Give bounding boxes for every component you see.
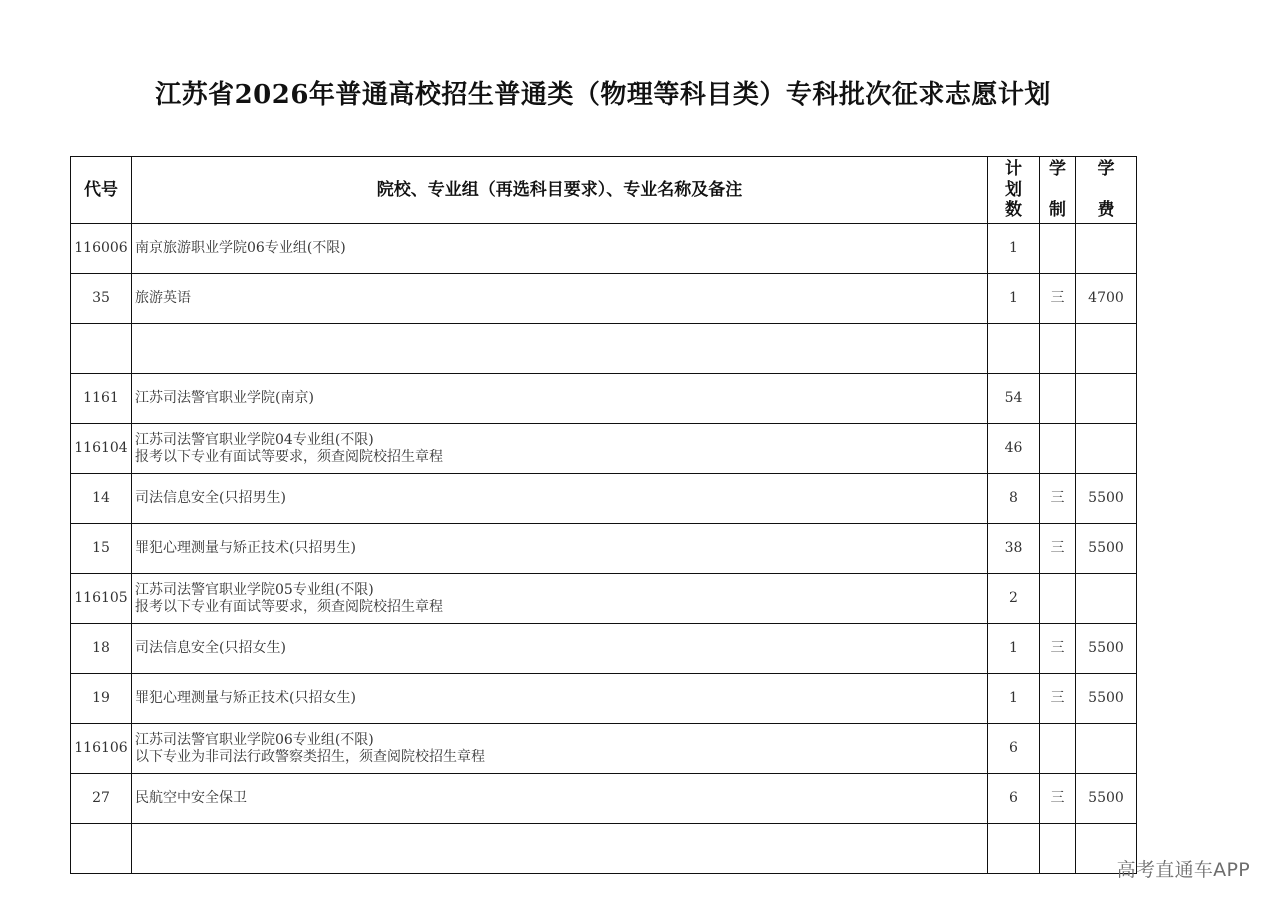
- cell-code: 116105: [71, 574, 132, 624]
- table-row: [71, 624, 1137, 674]
- cell-fee: [1076, 574, 1137, 624]
- header-years: [1040, 157, 1076, 224]
- watermark-text: 高考直通车APP: [1116, 859, 1250, 881]
- cell-plan: 1: [988, 624, 1040, 674]
- cell-name: [132, 824, 988, 874]
- cell-name: [132, 724, 988, 774]
- table-body: [71, 224, 1137, 874]
- cell-code: 19: [71, 674, 132, 724]
- cell-name-text: 罪犯心理测量与矫正技术(只招男生): [135, 540, 356, 556]
- cell-years: 三: [1040, 274, 1076, 324]
- cell-years: [1040, 574, 1076, 624]
- cell-fee: 5500: [1076, 774, 1137, 824]
- cell-plan: 1: [988, 274, 1040, 324]
- cell-code: 116104: [71, 424, 132, 474]
- cell-name: [132, 574, 988, 624]
- header-fee: [1076, 157, 1137, 224]
- cell-name-text: 江苏司法警官职业学院06专业组(不限): [135, 731, 374, 748]
- table-row: [71, 774, 1137, 824]
- cell-years: [1040, 324, 1076, 374]
- cell-code: 116106: [71, 724, 132, 774]
- table-row: [71, 474, 1137, 524]
- cell-years: [1040, 374, 1076, 424]
- table-row: [71, 274, 1137, 324]
- cell-note-text: 报考以下专业有面试等要求，须查阅院校招生章程: [135, 448, 443, 465]
- cell-fee: [1076, 224, 1137, 274]
- cell-fee: 5500: [1076, 524, 1137, 574]
- cell-code: [71, 824, 132, 874]
- cell-name-text: 旅游英语: [135, 290, 191, 306]
- cell-name-text: 南京旅游职业学院06专业组(不限): [135, 240, 346, 256]
- header-plan-char: 数: [1005, 200, 1022, 220]
- table-row: [71, 374, 1137, 424]
- header-plan: [988, 157, 1040, 224]
- header-name: 院校、专业组（再选科目要求）、专业名称及备注: [132, 157, 988, 224]
- cell-years: 三: [1040, 674, 1076, 724]
- cell-name-text: 江苏司法警官职业学院(南京): [135, 390, 314, 406]
- cell-name-text: 司法信息安全(只招女生): [135, 640, 286, 656]
- cell-name-text: 罪犯心理测量与矫正技术(只招女生): [135, 690, 356, 706]
- cell-code: [71, 324, 132, 374]
- table-row: [71, 574, 1137, 624]
- cell-years: [1040, 424, 1076, 474]
- table-row: [71, 424, 1137, 474]
- cell-years: [1040, 224, 1076, 274]
- cell-name: [132, 324, 988, 374]
- cell-plan: 1: [988, 674, 1040, 724]
- cell-code: 27: [71, 774, 132, 824]
- cell-name-text: 江苏司法警官职业学院05专业组(不限): [135, 581, 374, 598]
- cell-name-text: 司法信息安全(只招男生): [135, 490, 286, 506]
- cell-name: [132, 424, 988, 474]
- header-fee-char: 学: [1097, 159, 1115, 179]
- cell-code: 1161: [71, 374, 132, 424]
- cell-plan: 8: [988, 474, 1040, 524]
- header-code: 代号: [71, 157, 132, 224]
- header-years-char: 学: [1049, 159, 1066, 179]
- table-row: [71, 324, 1137, 374]
- table-row: [71, 674, 1137, 724]
- cell-note-text: 报考以下专业有面试等要求，须查阅院校招生章程: [135, 598, 443, 615]
- cell-name-text: 民航空中安全保卫: [135, 790, 247, 806]
- cell-code: 18: [71, 624, 132, 674]
- header-plan-char: 划: [1005, 179, 1022, 200]
- cell-fee: 5500: [1076, 624, 1137, 674]
- header-years-char: 制: [1049, 200, 1066, 220]
- table-row: [71, 824, 1137, 874]
- table-row: [71, 224, 1137, 274]
- cell-fee: [1076, 374, 1137, 424]
- cell-note-text: 以下专业为非司法行政警察类招生，须查阅院校招生章程: [135, 748, 485, 765]
- cell-name: [132, 474, 988, 524]
- table-row: [71, 524, 1137, 574]
- page-title: 江苏省2026年普通高校招生普通类（物理等科目类）专科批次征求志愿计划: [155, 80, 1051, 110]
- cell-name: [132, 274, 988, 324]
- cell-years: [1040, 724, 1076, 774]
- table-row: [71, 724, 1137, 774]
- cell-years: [1040, 824, 1076, 874]
- cell-fee: [1076, 424, 1137, 474]
- cell-plan: 54: [988, 374, 1040, 424]
- cell-code: 116006: [71, 224, 132, 274]
- cell-fee: 4700: [1076, 274, 1137, 324]
- cell-name: [132, 774, 988, 824]
- cell-name: [132, 224, 988, 274]
- cell-plan: [988, 324, 1040, 374]
- cell-plan: 1: [988, 224, 1040, 274]
- cell-name: [132, 624, 988, 674]
- cell-fee: [1076, 724, 1137, 774]
- cell-plan: 2: [988, 574, 1040, 624]
- enrollment-plan-table: [70, 156, 1137, 874]
- cell-name: [132, 524, 988, 574]
- cell-fee: [1076, 324, 1137, 374]
- table-header-row: [71, 157, 1137, 224]
- cell-years: 三: [1040, 524, 1076, 574]
- cell-name-text: 江苏司法警官职业学院04专业组(不限): [135, 431, 374, 448]
- cell-years: 三: [1040, 474, 1076, 524]
- cell-fee: 5500: [1076, 474, 1137, 524]
- cell-code: 14: [71, 474, 132, 524]
- cell-plan: 46: [988, 424, 1040, 474]
- cell-plan: 6: [988, 724, 1040, 774]
- cell-code: 15: [71, 524, 132, 574]
- cell-name: [132, 674, 988, 724]
- cell-name: [132, 374, 988, 424]
- cell-plan: [988, 824, 1040, 874]
- cell-plan: 6: [988, 774, 1040, 824]
- cell-years: 三: [1040, 774, 1076, 824]
- header-fee-char: 费: [1097, 200, 1115, 220]
- cell-fee: 5500: [1076, 674, 1137, 724]
- header-plan-char: 计: [1005, 159, 1022, 179]
- cell-plan: 38: [988, 524, 1040, 574]
- cell-years: 三: [1040, 624, 1076, 674]
- cell-code: 35: [71, 274, 132, 324]
